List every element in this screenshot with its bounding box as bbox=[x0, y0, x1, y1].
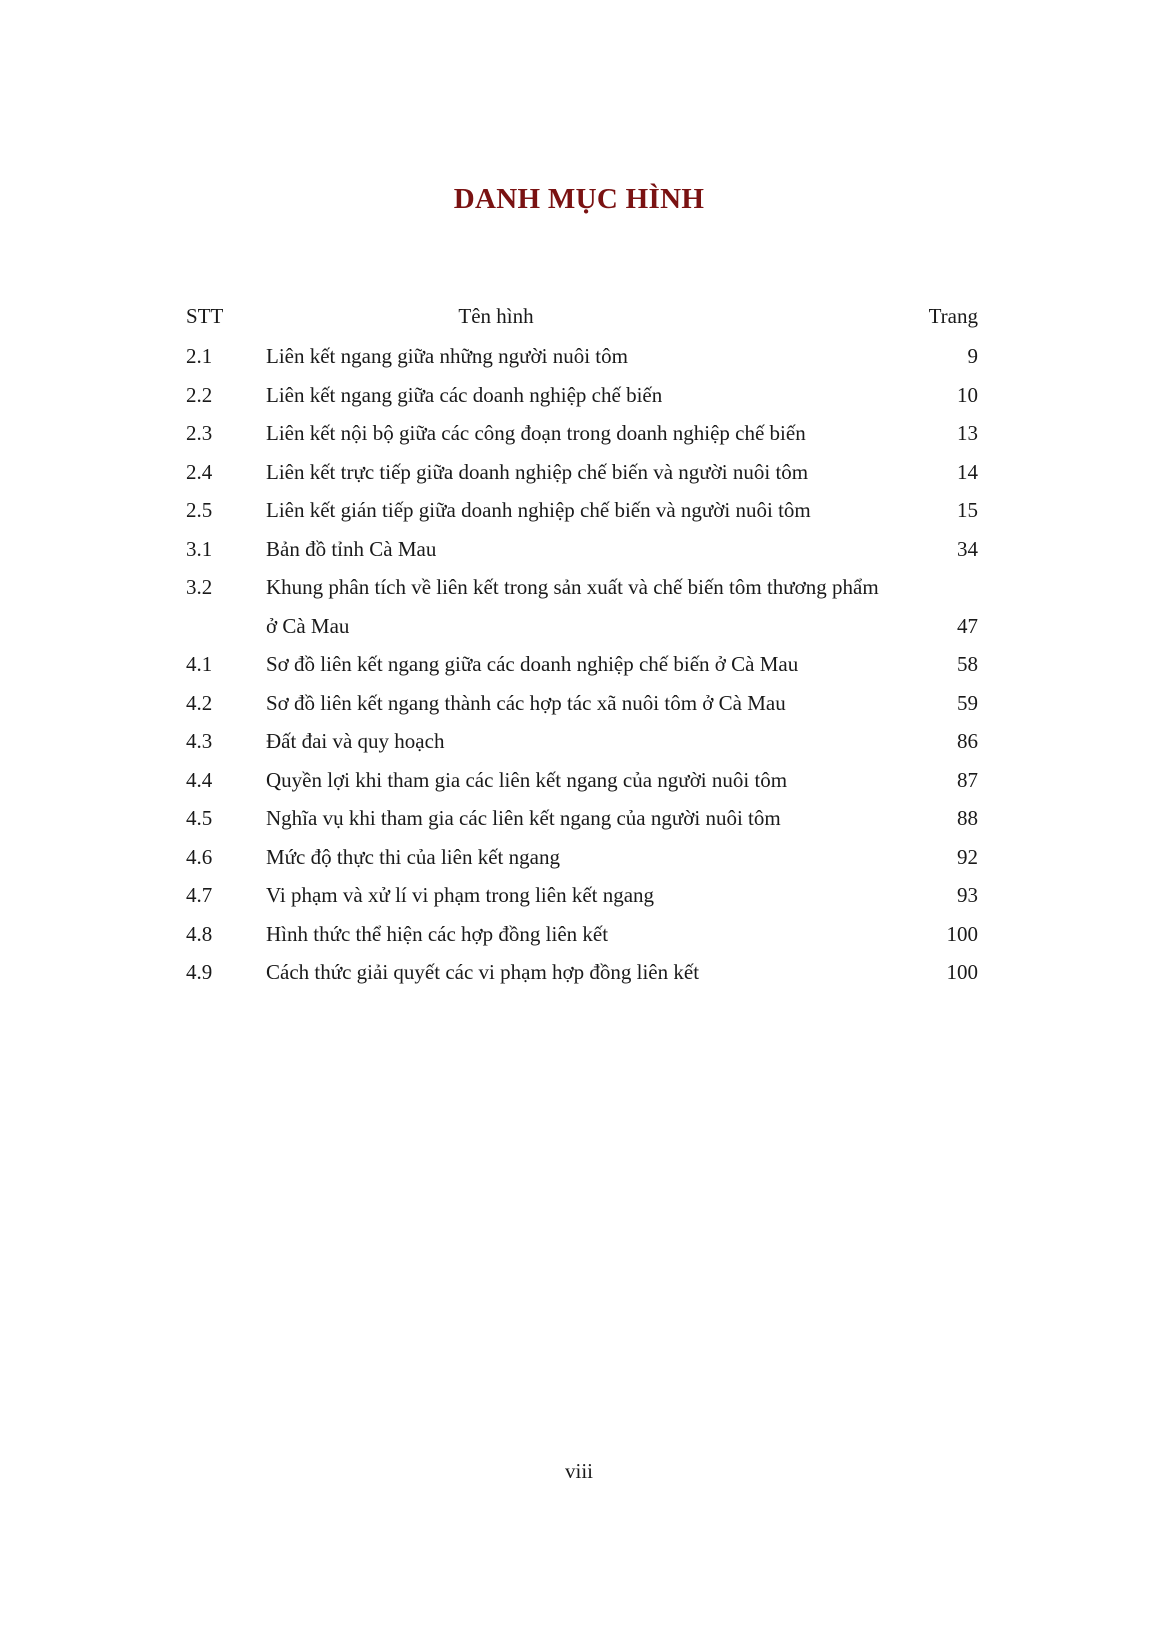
figure-page: 47 bbox=[957, 614, 978, 638]
figure-number: 2.4 bbox=[186, 460, 213, 484]
figure-name: Đất đai và quy hoạch bbox=[266, 729, 445, 753]
header-name: Tên hình bbox=[458, 304, 534, 328]
figure-page: 9 bbox=[967, 344, 978, 368]
page-title: DANH MỤC HÌNH bbox=[453, 183, 705, 215]
figure-number: 3.1 bbox=[186, 537, 213, 561]
figure-page: 59 bbox=[957, 691, 978, 715]
figure-number: 4.9 bbox=[186, 960, 213, 984]
figure-name: Mức độ thực thi của liên kết ngang bbox=[266, 845, 560, 869]
figure-name: Hình thức thể hiện các hợp đồng liên kết bbox=[266, 922, 609, 946]
figure-name: Liên kết nội bộ giữa các công đoạn trong doanh nghiệp chế biến bbox=[266, 421, 806, 445]
figure-number: 4.1 bbox=[186, 652, 213, 676]
header-stt: STT bbox=[186, 304, 224, 328]
figure-number: 2.5 bbox=[186, 498, 213, 522]
figure-page: 86 bbox=[957, 729, 978, 753]
figure-page: 93 bbox=[957, 883, 978, 907]
figure-page: 13 bbox=[957, 421, 978, 445]
figure-number: 4.2 bbox=[186, 691, 213, 715]
figure-name: Cách thức giải quyết các vi phạm hợp đồng liên kết bbox=[266, 960, 700, 984]
figure-number: 4.4 bbox=[186, 768, 213, 792]
figure-page: 100 bbox=[946, 960, 978, 984]
figure-name: Khung phân tích về liên kết trong sản xuất và chế biến tôm thương phẩm bbox=[266, 575, 879, 599]
figure-page: 10 bbox=[957, 383, 978, 407]
figure-page: 58 bbox=[957, 652, 978, 676]
figure-name: Liên kết trực tiếp giữa doanh nghiệp chế biến và người nuôi tôm bbox=[266, 460, 809, 484]
figure-name: Liên kết ngang giữa những người nuôi tôm bbox=[266, 344, 628, 368]
figure-page: 34 bbox=[957, 537, 978, 561]
figure-name: Quyền lợi khi tham gia các liên kết ngang của người nuôi tôm bbox=[266, 768, 788, 792]
figure-name: Bản đồ tỉnh Cà Mau bbox=[266, 537, 437, 561]
figure-number: 4.7 bbox=[186, 883, 213, 907]
figure-name: Vi phạm và xử lí vi phạm trong liên kết ngang bbox=[266, 883, 655, 907]
figure-number: 4.5 bbox=[186, 806, 213, 830]
header-page: Trang bbox=[928, 304, 978, 328]
figure-name: Liên kết gián tiếp giữa doanh nghiệp chế biến và người nuôi tôm bbox=[266, 498, 811, 522]
figure-page: 15 bbox=[957, 498, 978, 522]
page-number: viii bbox=[564, 1459, 593, 1483]
figure-name: Nghĩa vụ khi tham gia các liên kết ngang của người nuôi tôm bbox=[266, 806, 781, 830]
figure-name: Sơ đồ liên kết ngang giữa các doanh nghiệp chế biến ở Cà Mau bbox=[266, 652, 799, 676]
figure-page: 14 bbox=[957, 460, 978, 484]
figure-name: Liên kết ngang giữa các doanh nghiệp chế biến bbox=[266, 383, 663, 407]
figure-name-continued: ở Cà Mau bbox=[266, 614, 350, 638]
figure-number: 4.8 bbox=[186, 922, 213, 946]
figure-number: 4.3 bbox=[186, 729, 213, 753]
figure-page: 88 bbox=[957, 806, 978, 830]
figure-page: 92 bbox=[957, 845, 978, 869]
figure-number: 4.6 bbox=[186, 845, 213, 869]
figure-number: 2.1 bbox=[186, 344, 213, 368]
figure-number: 2.2 bbox=[186, 383, 213, 407]
figure-page: 100 bbox=[946, 922, 978, 946]
figure-number: 3.2 bbox=[186, 575, 213, 599]
figure-number: 2.3 bbox=[186, 421, 213, 445]
figure-name: Sơ đồ liên kết ngang thành các hợp tác xã nuôi tôm ở Cà Mau bbox=[266, 691, 786, 715]
figure-page: 87 bbox=[957, 768, 978, 792]
